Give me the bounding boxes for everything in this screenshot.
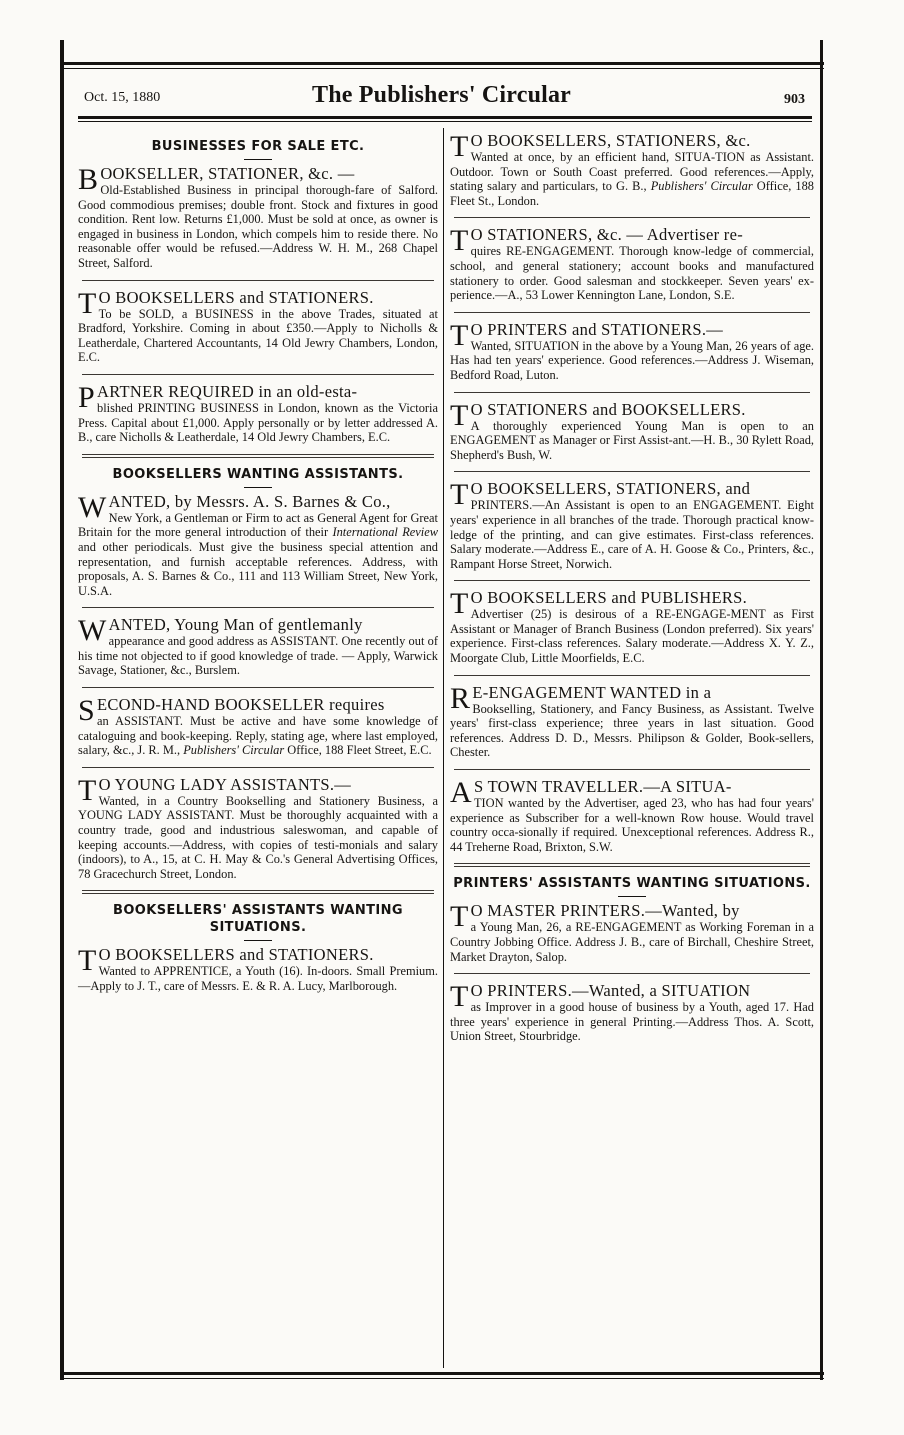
advert-heading: T O PRINTERS and STATIONERS.— xyxy=(450,318,724,352)
drop-cap: S xyxy=(78,694,95,728)
advert-heading: T O BOOKSELLERS, STATIONERS, and xyxy=(450,478,751,512)
advertisement xyxy=(78,286,438,365)
page-border-left xyxy=(60,40,64,1380)
drop-cap: T xyxy=(450,224,469,258)
advert-heading: T O BOOKSELLERS and PUBLISHERS. xyxy=(450,587,748,621)
drop-cap: T xyxy=(78,773,97,807)
advertisement xyxy=(78,773,438,882)
advert-body: Wanted, in a Country Bookselling and Stationery Business, a YOUNG LADY ASSISTANT. Must be thoroughly acquainted with a country trade, good and industrious saleswoman, and capable of keeping accounts.—Address, with copies of testi-monials and salary (indoors), to A., 15, at C. H. May & Co.'s General Advertising Offices, 78 Gracechurch Street, London. xyxy=(78,793,438,881)
advert-separator xyxy=(82,767,434,768)
advert-heading: SECOND-HAND BOOKSELLER requires xyxy=(78,694,385,728)
advert-heading: T O BOOKSELLERS and STATIONERS. xyxy=(78,944,374,978)
advertisement xyxy=(450,589,814,665)
advert-body: Wanted, SITUATION in the above by a Young Man, 26 years of age. Has had ten years' experience. Good references.—Address J. Wiseman, Bedford Road, Luton. xyxy=(450,338,814,382)
advertisement xyxy=(450,398,814,463)
advertisement xyxy=(450,778,814,854)
drop-cap: T xyxy=(450,130,469,163)
header-rule xyxy=(78,116,812,119)
drop-cap: P xyxy=(78,380,95,414)
advert-heading: WANTED, Young Man of gentlemanly xyxy=(78,614,363,648)
advert-heading: BOOKSELLER, STATIONER, &c. — xyxy=(78,163,355,196)
advert-body: Old-Established Business in principal thorough-fare of Salford. Good commodious premises; double front. Stock and fixtures in good condition. Rent low. Returns £1,000. Must be sold at once, as owner is engaged in business in London, which compels him to reside there. No reasonable offer would be refused.—Address W. H. M., 268 Chapel Street, Salford. xyxy=(78,183,438,270)
advert-body: TION wanted by the Advertiser, aged 23, who has had four years' experience as Subscriber for a well-known Row house. Would travel country occa-sionally if required. Unexceptional references. Address R., 44 Treherne Road, Brixton, S.W. xyxy=(450,796,814,854)
section-heading: PRINTERS' ASSISTANTS WANTING SITUATIONS. xyxy=(453,876,811,892)
advert-heading: T O STATIONERS and BOOKSELLERS. xyxy=(450,398,746,432)
advertisement xyxy=(78,696,438,758)
top-border-rule-thin xyxy=(60,68,824,69)
advert-body: a Young Man, 26, a RE-ENGAGEMENT as Working Foreman in a Country Jobbing Office. Address J. B., care of Birchall, Cheshire Street, Market Drayton, Salop. xyxy=(450,920,814,964)
advertisement xyxy=(78,165,438,271)
advertisement xyxy=(78,490,439,599)
advert-body: blished PRINTING BUSINESS in London, known as the Victoria Press. Capital about £1,000. Apply personally or by letter addressed A. B., care Nicholls & Leatherdale, 14 Old Jewry Chambers, E.C. xyxy=(78,400,438,445)
drop-cap: T xyxy=(450,398,469,432)
advert-separator xyxy=(82,374,434,375)
drop-cap: A xyxy=(450,776,472,810)
drop-cap: R xyxy=(450,681,471,715)
left-column xyxy=(78,132,438,994)
section-heading: BUSINESSES FOR SALE ETC. xyxy=(151,139,365,154)
advert-body: Advertiser (25) is desirous of a RE-ENGAGE-MENT as First Assistant or Manager of Branch Business (London preferred). Six years' experience. First-class references. Salary moderate.—Address X. Y. Z., Moorgate Club, Little Moorfields, E.C. xyxy=(450,607,814,666)
section-separator xyxy=(454,863,810,867)
section-rule xyxy=(618,896,646,897)
drop-cap: B xyxy=(78,163,99,196)
advert-separator xyxy=(454,471,810,472)
advert-separator xyxy=(454,675,810,676)
advert-heading: T O BOOKSELLERS, STATIONERS, &c. xyxy=(450,130,751,163)
advert-separator xyxy=(82,687,434,688)
page-number: 903 xyxy=(784,92,805,107)
advert-separator xyxy=(454,312,810,313)
advert-separator xyxy=(454,973,810,974)
section-rule xyxy=(244,487,272,488)
advert-separator xyxy=(82,607,434,608)
advert-body: To be SOLD, a BUSINESS in the above Trades, situated at Bradford, Yorkshire. Coming in about £350.—Apply to Nicholls & Leatherdale, Chartered Accountants, 14 Old Jewry Chambers, London, E.C. xyxy=(78,306,438,365)
advert-body: as Improver in a good house of business by a Youth, aged 17. Had three years' experience in general Printing.—Address Thos. A. Scott, Union Street, Stourbridge. xyxy=(450,1000,814,1044)
drop-cap: W xyxy=(78,490,107,524)
bottom-border-rule xyxy=(60,1372,824,1375)
section-heading: BOOKSELLERS WANTING ASSISTANTS. xyxy=(112,466,404,482)
advert-body: Bookselling, Stationery, and Fancy Business, as Assistant. Twelve years' first-class experience; three years in last situation. Good references. Address D. D., Messrs. Philipson & Golder, Book-sellers, Chester. xyxy=(450,701,814,760)
header-rule-thin xyxy=(78,121,812,122)
advert-heading: T O YOUNG LADY ASSISTANTS.— xyxy=(78,773,352,807)
advertisement xyxy=(450,132,814,208)
drop-cap: T xyxy=(78,944,97,978)
drop-cap: T xyxy=(450,318,469,352)
issue-date: Oct. 15, 1880 xyxy=(84,90,161,105)
advertisement xyxy=(78,946,438,993)
section-separator xyxy=(82,454,434,458)
advertisement xyxy=(450,982,814,1044)
advertisement xyxy=(78,380,438,445)
drop-cap: T xyxy=(450,980,469,1014)
publication-title: The Publishers' Circular xyxy=(312,82,572,108)
bottom-border-rule-thin xyxy=(60,1378,824,1379)
advert-heading: T O STATIONERS, &c. — Advertiser re- xyxy=(450,224,744,258)
advert-heading: R E-ENGAGEMENT WANTED in a xyxy=(450,681,712,715)
section-heading: BOOKSELLERS' ASSISTANTS WANTING SITUATIONS. xyxy=(113,903,403,936)
advert-body: Wanted to APPRENTICE, a Youth (16). In-doors. Small Premium.—Apply to J. T., care of Messrs. E. & R. A. Lucy, Marlborough. xyxy=(78,964,438,993)
advert-heading: PARTNER REQUIRED in an old-esta- xyxy=(78,380,358,414)
section-rule xyxy=(244,940,272,941)
drop-cap: T xyxy=(78,286,97,320)
advertisement xyxy=(450,902,814,964)
advertisement xyxy=(450,681,814,760)
advertisement xyxy=(78,616,438,678)
advert-body: A thoroughly experienced Young Man is open to an ENGAGEMENT as Manager or First Assist-ant.—H. B., 30 Rylett Road, Shepherd's Bush, W. xyxy=(450,418,814,462)
drop-cap: T xyxy=(450,478,469,512)
right-column xyxy=(450,132,814,1044)
advertisement xyxy=(450,226,814,302)
advertisement xyxy=(450,318,814,383)
advert-body: PRINTERS.—An Assistant is open to an ENGAGEMENT. Eight years' experience in all branches of the trade. Thorough practical know-ledge of the printing, and can give estimates. First-class references. Salary moderate.—Address E., care of A. H. Goose & Co., Printers, &c., Rampant Horse Street, Norwich. xyxy=(450,498,814,571)
drop-cap: T xyxy=(450,587,469,621)
advert-body: Wanted at once, by an efficient hand, SITUA-TION as Assistant. Outdoor. Town or South Coast preferred. Good references.—Apply, stating salary and particulars, to G. B., Publishers' Circular Office, 188 Fleet St., London. xyxy=(450,150,814,208)
advert-separator xyxy=(454,392,810,393)
advert-body: appearance and good address as ASSISTANT. One recently out of his time not objected to if good knowledge of trade. — Apply, Warwick Savage, Stationer, &c., Burslem. xyxy=(78,634,438,678)
section-rule xyxy=(244,159,272,160)
advert-heading: T O PRINTERS.—Wanted, a SITUATION xyxy=(450,980,751,1014)
advert-separator xyxy=(454,769,810,770)
column-divider xyxy=(443,128,444,1368)
advert-body: New York, a Gentleman or Firm to act as General Agent for Great Britain for the more general introduction of their International Review and other periodicals. Must give the business special attention and representation, and furnish acceptable references. Address, with proposals, A. S. Barnes & Co., 111 and 113 William Street, New York, U.S.A. xyxy=(78,510,439,598)
advert-heading: A S TOWN TRAVELLER.—A SITUA- xyxy=(450,776,732,810)
drop-cap: T xyxy=(450,900,469,934)
advert-heading: T O BOOKSELLERS and STATIONERS. xyxy=(78,286,374,320)
advert-separator xyxy=(454,217,810,218)
top-border-rule xyxy=(60,62,824,65)
advert-separator xyxy=(454,580,810,581)
drop-cap: W xyxy=(78,614,107,648)
advert-heading: T O MASTER PRINTERS.—Wanted, by xyxy=(450,900,740,934)
advert-separator xyxy=(82,280,434,281)
advertisement xyxy=(450,480,814,571)
advert-heading: WANTED, by Messrs. A. S. Barnes & Co., xyxy=(78,490,391,524)
page-border-right xyxy=(820,40,823,1380)
advert-body: quires RE-ENGAGEMENT. Thorough know-ledge of commercial, school, and general stationery; account books and manufactured stationery to order. Good salesman and stockkeeper. Seven years' ex-perience.—A., 53 Lower Kennington Lane, London, S.E. xyxy=(450,244,814,303)
advert-body: an ASSISTANT. Must be active and have some knowledge of cataloguing and book-keeping. Reply, stating age, where last employed, salary, &c., J. R. M., Publishers' Circular Office, 188 Fleet Street, E.C. xyxy=(78,714,438,758)
section-separator xyxy=(82,890,434,894)
